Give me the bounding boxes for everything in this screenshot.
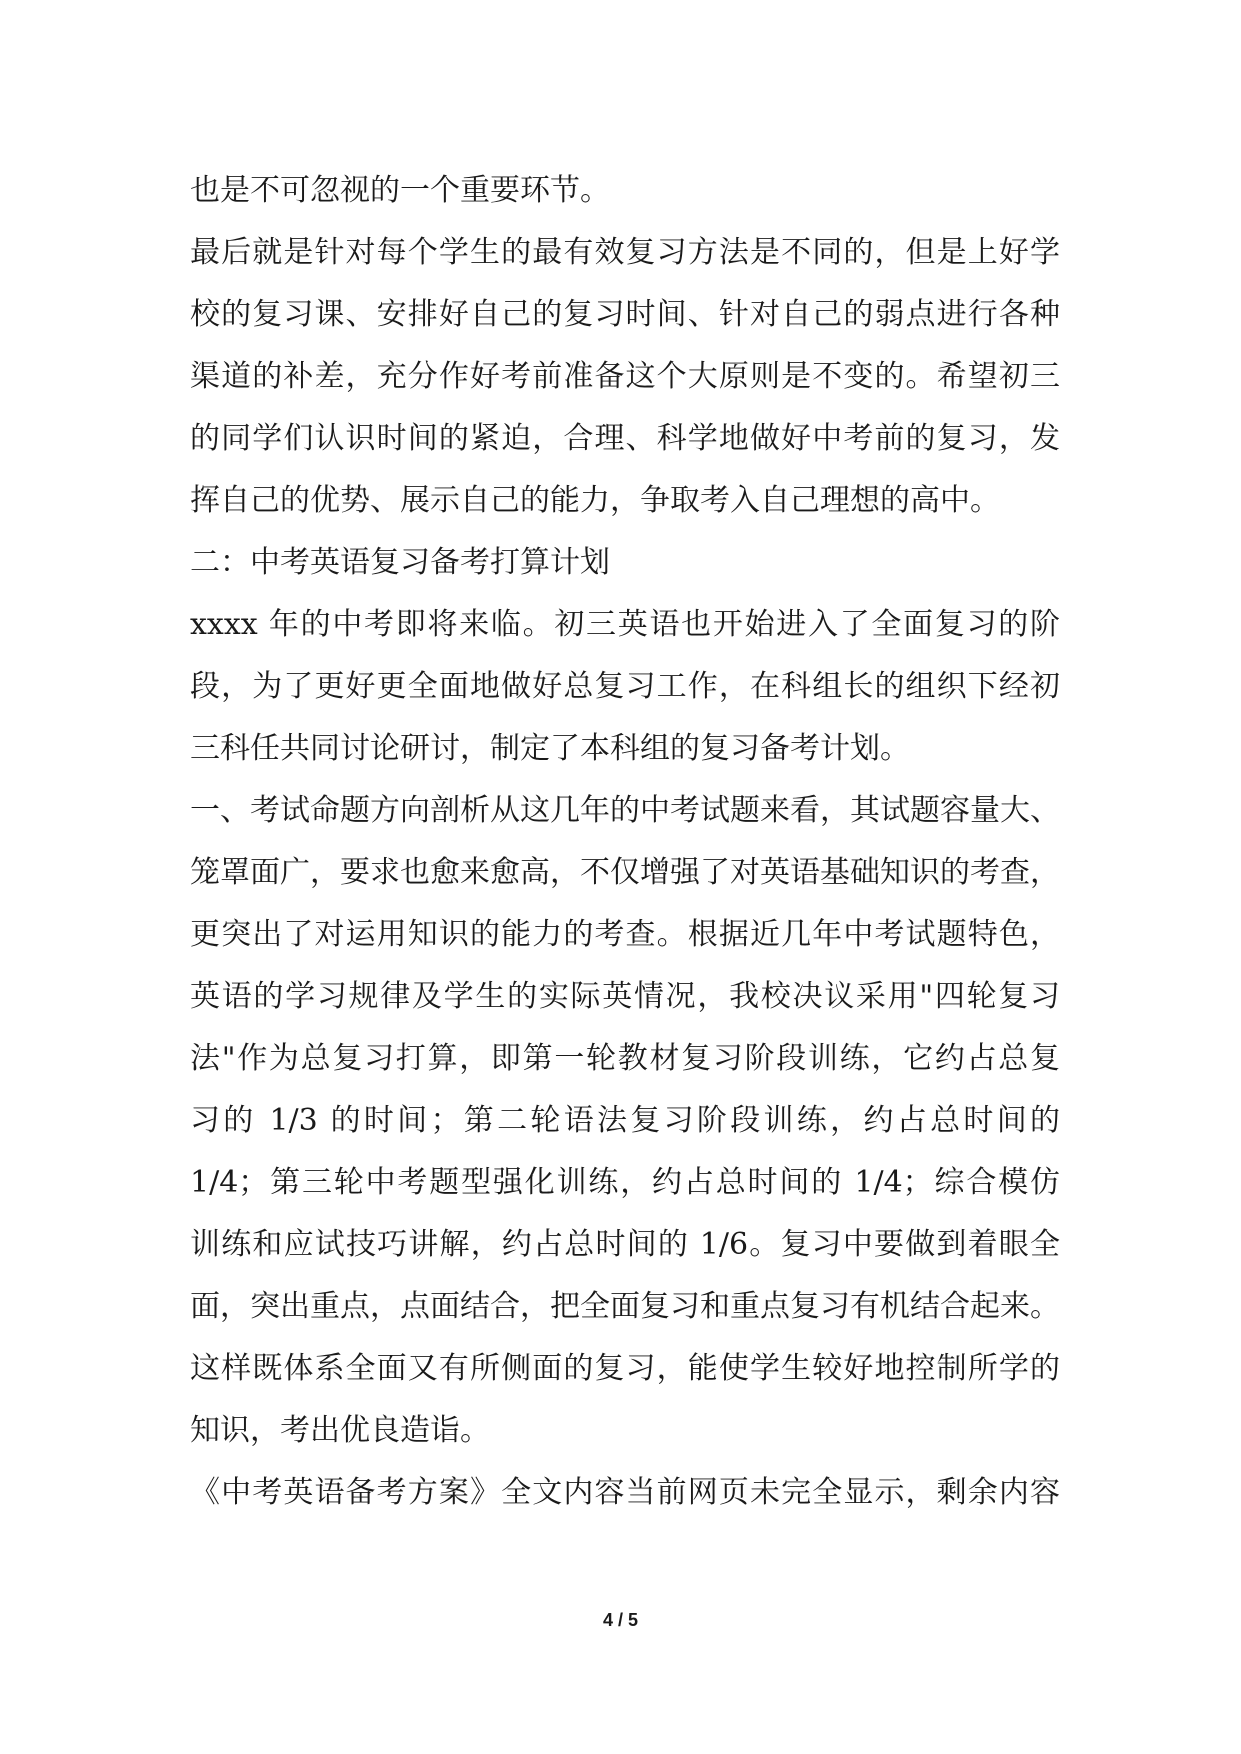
text-line: 训练和应试技巧讲解，约占总时间的 1/6。复习中要做到着眼全	[190, 1227, 1060, 1262]
text-line: 挥自己的优势、展示自己的能力，争取考入自己理想的高中。	[190, 483, 1000, 518]
text-line: 段，为了更好更全面地做好总复习工作，在科组长的组织下经初	[190, 669, 1060, 704]
text-line: 二：中考英语复习备考打算计划	[190, 545, 610, 580]
text-line: 英语的学习规律及学生的实际英情况，我校决议采用"四轮复习	[190, 979, 1060, 1014]
text-line: 知识，考出优良造诣。	[190, 1413, 490, 1448]
body-text	[190, 160, 1060, 1524]
text-line: 更突出了对运用知识的能力的考查。根据近几年中考试题特色，	[190, 917, 1060, 952]
text-line: xxxx 年的中考即将来临。初三英语也开始进入了全面复习的阶	[190, 607, 1060, 642]
text-line: 习的 1/3 的时间；第二轮语法复习阶段训练，约占总时间的	[190, 1103, 1060, 1138]
text-line: 最后就是针对每个学生的最有效复习方法是不同的，但是上好学	[190, 235, 1060, 270]
text-line: 这样既体系全面又有所侧面的复习，能使学生较好地控制所学的	[190, 1351, 1060, 1386]
text-line: 校的复习课、安排好自己的复习时间、针对自己的弱点进行各种	[190, 297, 1060, 332]
text-line: 笼罩面广，要求也愈来愈高，不仅增强了对英语基础知识的考查，	[190, 855, 1060, 890]
text-line: 三科任共同讨论研讨，制定了本科组的复习备考计划。	[190, 731, 910, 766]
text-line: 也是不可忽视的一个重要环节。	[190, 173, 610, 208]
text-line: 《中考英语备考方案》全文内容当前网页未完全显示，剩余内容	[190, 1475, 1060, 1510]
text-line: 的同学们认识时间的紧迫，合理、科学地做好中考前的复习，发	[190, 421, 1060, 456]
text-line: 一、考试命题方向剖析从这几年的中考试题来看，其试题容量大、	[190, 793, 1060, 828]
text-line: 面，突出重点，点面结合，把全面复习和重点复习有机结合起来。	[190, 1289, 1060, 1324]
text-line: 渠道的补差，充分作好考前准备这个大原则是不变的。希望初三	[190, 359, 1060, 394]
text-line: 1/4；第三轮中考题型强化训练，约占总时间的 1/4；综合模仿	[190, 1165, 1060, 1200]
text-line: 法"作为总复习打算，即第一轮教材复习阶段训练，它约占总复	[190, 1041, 1060, 1076]
page-number: 4 / 5	[602, 1610, 639, 1630]
